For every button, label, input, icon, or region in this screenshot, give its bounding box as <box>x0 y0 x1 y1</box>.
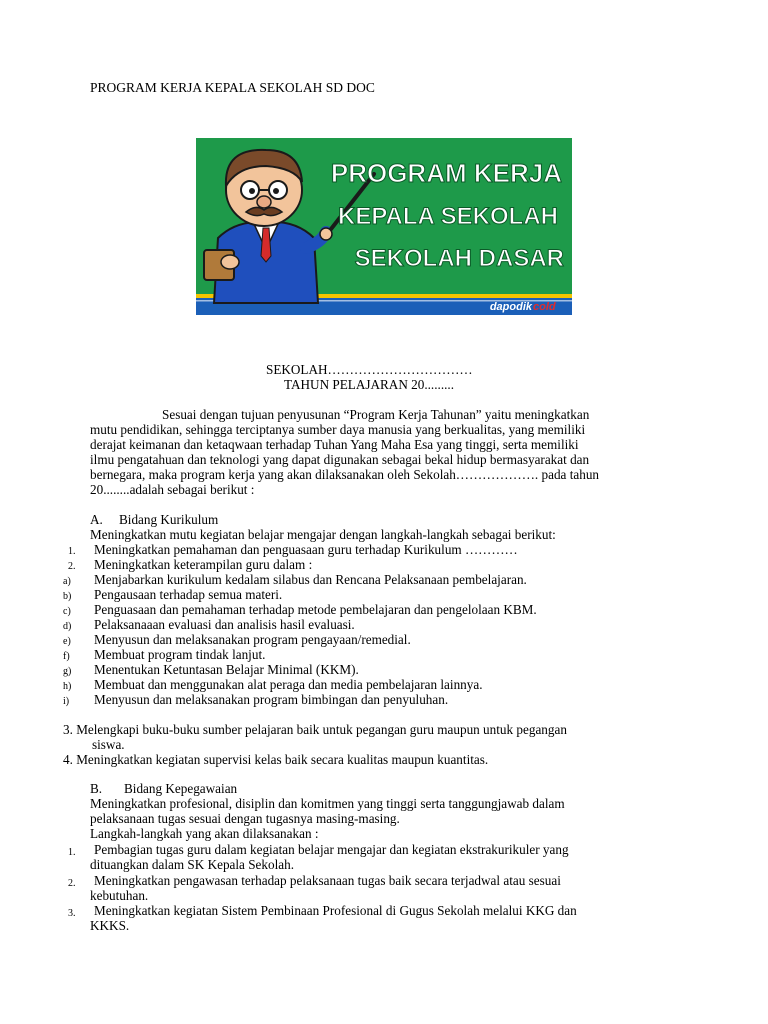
intro-line: Sesuai dengan tujuan penyusunan “Program Kerja Tahunan” yaitu meningkatkan <box>162 407 590 422</box>
list-number: 1. <box>68 847 76 858</box>
sublist-item: Menjabarkan kurikulum kedalam silabus dan Rencana Pelaksanaan pembelajaran. <box>94 572 527 587</box>
sublist-item: Menentukan Ketuntasan Belajar Minimal (KKM). <box>94 662 359 677</box>
section-b-title: Bidang Kepegawaian <box>124 781 238 796</box>
sublist-letter: f) <box>63 651 70 662</box>
list-item: Meningkatkan keterampilan guru dalam : <box>94 557 313 572</box>
list-item: Pembagian tugas guru dalam kegiatan belajar mengajar dan kegiatan ekstrakurikuler yang <box>94 842 569 857</box>
list-number: 3. <box>68 908 76 919</box>
list-number: 2. <box>68 878 76 889</box>
section-a-letter: A. <box>90 512 103 527</box>
sublist-letter: c) <box>63 606 71 617</box>
sublist-item: Penguasaan dan pemahaman terhadap metode pembelajaran dan pengelolaan KBM. <box>94 602 537 617</box>
year-heading: TAHUN PELAJARAN 20......... <box>284 377 455 392</box>
sublist-letter: h) <box>63 681 72 692</box>
list-item: Meningkatkan kegiatan Sistem Pembinaan Profesional di Gugus Sekolah melalui KKG dan <box>94 903 577 918</box>
school-heading: SEKOLAH…………………………… <box>266 362 473 377</box>
sublist-letter: b) <box>63 591 72 602</box>
sublist-item: Pelaksanaaan evaluasi dan analisis hasil evaluasi. <box>94 617 355 632</box>
section-a-title: Bidang Kurikulum <box>119 512 219 527</box>
list-item: 4. Meningkatkan kegiatan supervisi kelas baik secara kualitas maupun kuantitas. <box>63 752 489 767</box>
banner-line-3: SEKOLAH DASAR <box>354 245 564 272</box>
banner-brand-accent: cold <box>533 301 556 313</box>
list-item: 3. Melengkapi buku-buku sumber pelajaran baik untuk pegangan guru maupun untuk pegangan <box>63 722 567 737</box>
document-title: PROGRAM KERJA KEPALA SEKOLAH SD DOC <box>90 80 375 95</box>
sublist-item: Pengausaan terhadap semua materi. <box>94 587 283 602</box>
list-item-continuation: siswa. <box>92 737 125 752</box>
intro-line: 20........adalah sebagai berikut : <box>90 482 255 497</box>
section-b-intro: pelaksanaan tugas sesuai dengan tugasnya masing-masing. <box>90 811 400 826</box>
banner-brand-main: dapodik <box>489 301 532 313</box>
list-item: Meningkatkan pengawasan terhadap pelaksanaan tugas baik secara terjadwal atau sesuai <box>94 873 561 888</box>
banner-image <box>196 138 572 315</box>
list-number: 2. <box>68 561 76 572</box>
list-number: 1. <box>68 546 76 557</box>
section-b-letter: B. <box>90 781 103 796</box>
list-item-continuation: KKKS. <box>90 918 130 933</box>
intro-line: derajat keimanan dan ketaqwaan terhadap Tuhan Yang Maha Esa yang tinggi, serta memiliki <box>90 437 579 452</box>
list-item-continuation: dituangkan dalam SK Kepala Sekolah. <box>90 857 294 872</box>
sublist-letter: g) <box>63 666 72 677</box>
sublist-letter: e) <box>63 636 71 647</box>
sublist-letter: d) <box>63 621 72 632</box>
sublist-item: Menyusun dan melaksanakan program pengayaan/remedial. <box>94 632 411 647</box>
intro-line: ilmu pengatahuan dan teknologi yang dapat digunakan sebagai bekal hidup bermasyarakat dan <box>90 452 590 467</box>
sublist-item: Membuat program tindak lanjut. <box>94 647 266 662</box>
sublist-letter: i) <box>63 696 70 707</box>
banner-line-2: KEPALA SEKOLAH <box>337 203 558 230</box>
list-item: Meningkatkan pemahaman dan penguasaan guru terhadap Kurikulum ………… <box>94 542 518 557</box>
intro-line: mutu pendidikan, sehingga terciptanya sumber daya manusia yang berkualitas, yang memiliki <box>90 422 586 437</box>
sublist-item: Membuat dan menggunakan alat peraga dan media pembelajaran lainnya. <box>94 677 483 692</box>
list-item-continuation: kebutuhan. <box>90 888 149 903</box>
section-a-intro: Meningkatkan mutu kegiatan belajar mengajar dengan langkah-langkah sebagai berikut: <box>90 527 556 542</box>
steps-label: Langkah-langkah yang akan dilaksanakan : <box>90 826 319 841</box>
intro-line: bernegara, maka program kerja yang akan dilaksanakan oleh Sekolah………………. pada tahun <box>90 467 600 482</box>
sublist-letter: a) <box>63 576 71 587</box>
banner-line-1: PROGRAM KERJA <box>330 158 562 188</box>
sublist-item: Menyusun dan melaksanakan program bimbingan dan penyuluhan. <box>94 692 449 707</box>
section-b-intro: Meningkatkan profesional, disiplin dan komitmen yang tinggi serta tanggungjawab dalam <box>90 796 565 811</box>
